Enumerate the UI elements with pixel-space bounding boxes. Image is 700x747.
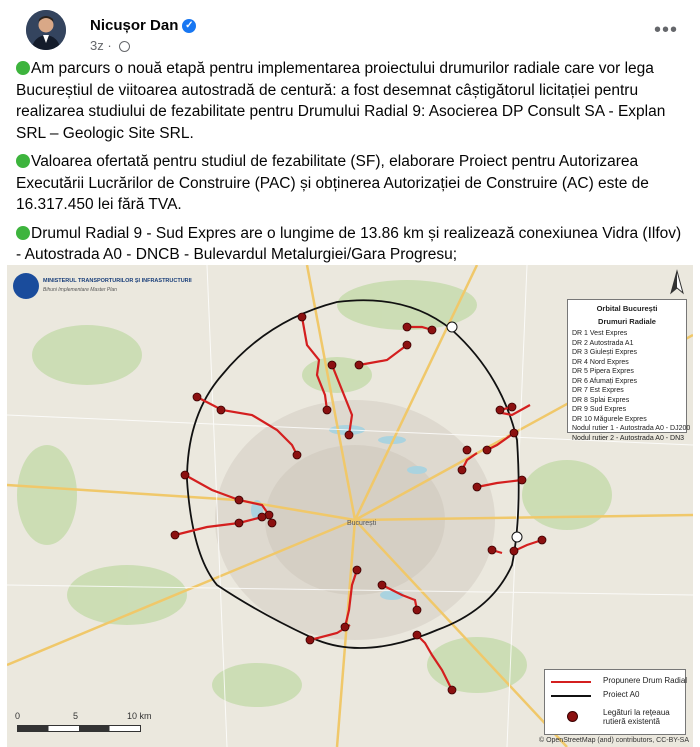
author-avatar[interactable] (26, 10, 66, 50)
post-time[interactable]: 3z (90, 38, 104, 53)
key-row-ring (551, 690, 681, 702)
key-row-dot (551, 708, 681, 730)
post-paragraph-2 (16, 151, 686, 216)
verified-badge-icon: ✓ (182, 19, 196, 33)
paragraph-text: Valoarea ofertată pentru studiul de fezabilitate (SF), elaborare Proiect pentru Autorizarea Executării Lucrărilor de Construire (PAC) și obținerea Autorizației de Construire (AC) este de 16.317.450 lei fără TVA. (16, 153, 649, 213)
ministry-seal-icon (13, 273, 39, 299)
more-dots-icon: ••• (653, 18, 678, 41)
legend-item: DR 7 Est Expres (572, 387, 624, 394)
legend-item: DR 10 Măgurele Expres (572, 415, 647, 423)
green-circle-icon (16, 226, 30, 240)
paragraph-text: Am parcurs o nouă etapă pentru implementarea proiectului drumurilor radiale care vor lega Bucureștiul de viitoarea autostradă de centură: a fost desemnat câștigătorul licitației pentru realizarea studiului de fezabilitate pentru Drumului Radial 9: Asocierea DP Consult SA - Explan SRL – Geologic Site SRL. (16, 60, 666, 142)
key-label-radial: Propunere Drum Radial (603, 676, 688, 685)
legend-item: DR 2 Autostrada A1 (572, 339, 634, 347)
ministry-header (13, 273, 233, 301)
legend-item: DR 4 Nord Expres (572, 358, 629, 366)
post-paragraph-1 (16, 58, 686, 144)
radial-line-swatch (551, 681, 591, 683)
legend-item: DR 8 Splai Expres (572, 396, 630, 404)
post-text (16, 58, 686, 273)
connection-dot-icon (567, 711, 578, 722)
key-label-ring: Proiect A0 (603, 690, 640, 699)
meta-separator: · (107, 38, 112, 53)
post-paragraph-3 (16, 223, 686, 266)
more-options-button[interactable] (648, 12, 684, 48)
green-circle-icon (16, 61, 30, 75)
author-name-text[interactable]: Nicușor Dan (90, 17, 179, 34)
paragraph-text: Drumul Radial 9 - Sud Expres are o lungime de 13.86 km și realizează conexiunea Vidra (Ilfov) - Autostrada A0 - DNCB - Bulevardul Metalurgiei/Gara Progresu; (16, 224, 682, 263)
key-row-radial (551, 676, 688, 688)
legend-title-orbital: Orbital București (596, 304, 658, 313)
legend-title-radials: Drumuri Radiale (598, 317, 656, 326)
radial-roads-legend (567, 299, 691, 442)
north-arrow-icon (669, 269, 685, 297)
legend-item: Nodul rutier 1 - Autostrada A0 - DJ200 (572, 425, 691, 432)
legend-item: DR 5 Pipera Expres (572, 368, 634, 375)
map-attribution: © OpenStreetMap (and) contributors, CC-BY-SA (538, 737, 689, 744)
legend-item: DR 3 Giulești Expres (572, 349, 637, 356)
post-map-image[interactable] (7, 265, 693, 747)
scale-bar (15, 711, 175, 741)
ministry-title: MINISTERUL TRANSPORTURILOR ȘI INFRASTRUCTURII (43, 278, 192, 284)
key-label-dot: Legături la rețeaua rutieră existentă (603, 708, 670, 726)
scale-label-5: 5 (73, 711, 79, 721)
scale-label-0: 0 (15, 711, 21, 721)
ring-line-swatch (551, 695, 591, 697)
green-circle-icon (16, 154, 30, 168)
globe-icon (119, 41, 130, 52)
legend-item: DR 9 Sud Expres (572, 406, 627, 413)
city-label: București (347, 520, 377, 527)
author-name[interactable] (90, 17, 196, 34)
scale-label-10: 10 km (127, 711, 152, 721)
post-meta (90, 38, 130, 53)
legend-list (572, 329, 691, 443)
ministry-subtitle: Bihuni Implementare Master Plan (43, 287, 117, 293)
post-header (16, 8, 684, 52)
legend-item: Nodul rutier 2 - Autostrada A0 - DN3 (572, 434, 685, 442)
legend-item: DR 6 Afumați Expres (572, 377, 637, 385)
legend-item: DR 1 Vest Expres (572, 330, 628, 337)
map-key (544, 669, 686, 735)
scale-bar-graphic (17, 725, 141, 732)
